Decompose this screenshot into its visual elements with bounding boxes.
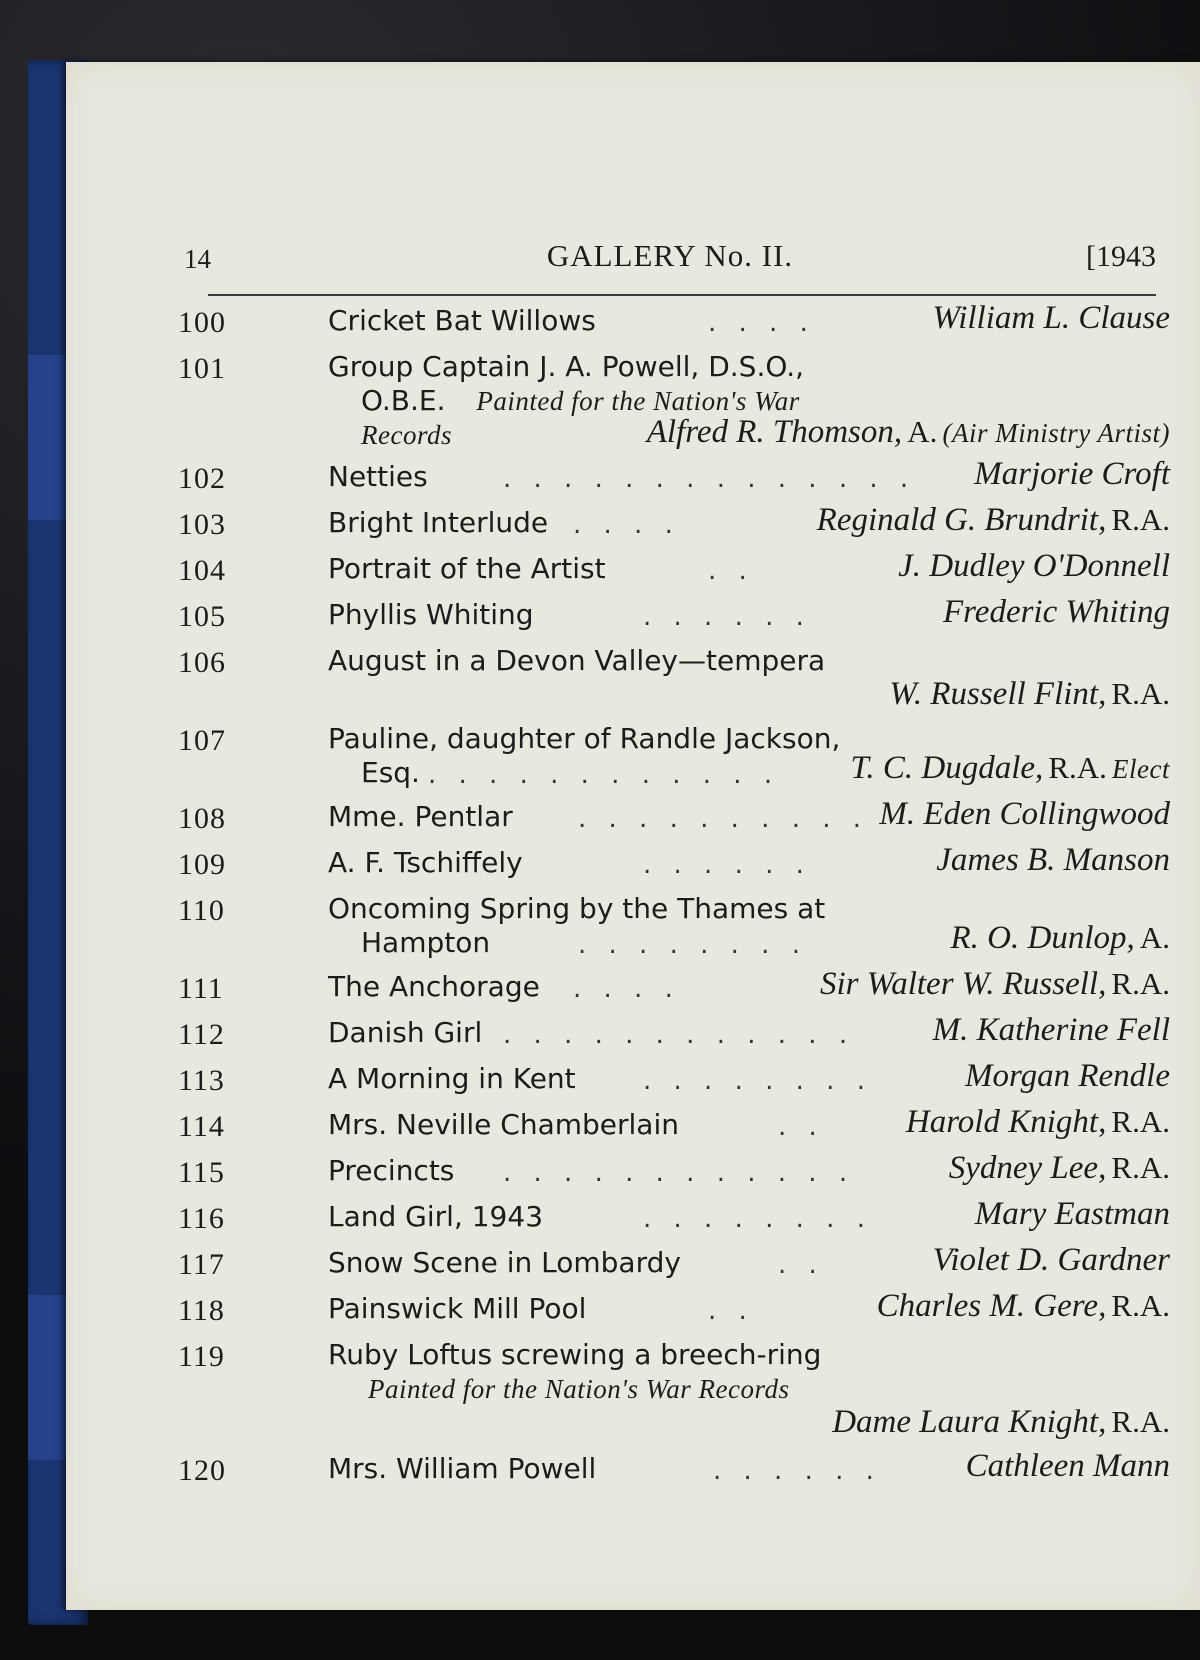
- entry-number: 107: [178, 724, 226, 757]
- entry-note: Painted for the Nation's War Records: [368, 1374, 790, 1404]
- entry-title: Netties: [328, 460, 428, 493]
- artist-distinction: R.A.: [1111, 1404, 1170, 1439]
- artist-note: (Air Ministry Artist): [942, 418, 1170, 448]
- entry-number: 102: [178, 462, 226, 495]
- catalogue-entry: [178, 1058, 1170, 1102]
- leader-dots: . .: [778, 1112, 824, 1142]
- catalogue-entry: [178, 1448, 1170, 1492]
- entry-number: 119: [178, 1340, 225, 1373]
- entry-number: 117: [178, 1248, 225, 1281]
- entry-artist: Charles M. Gere,: [876, 1288, 1107, 1324]
- entry-artist: Mary Eastman: [974, 1196, 1170, 1232]
- spine-band: [28, 355, 70, 520]
- entry-artist: T. C. Dugdale,: [850, 750, 1044, 786]
- entry-artist: William L. Clause: [932, 300, 1170, 336]
- entry-title: Phyllis Whiting: [328, 598, 534, 631]
- entry-number: 109: [178, 848, 226, 881]
- leader-dots: . .: [708, 1296, 754, 1326]
- leader-dots: . .: [778, 1250, 824, 1280]
- entry-number: 112: [178, 1018, 225, 1051]
- entry-title: Mme. Pentlar: [328, 800, 513, 833]
- catalogue-entry: [178, 842, 1170, 886]
- leader-dots: . .: [708, 556, 754, 586]
- artist-note: Elect: [1112, 754, 1170, 784]
- entry-title: Land Girl, 1943: [328, 1200, 544, 1233]
- leader-dots: . . . . . . . .: [643, 1066, 872, 1096]
- catalogue-entry: [178, 502, 1170, 546]
- artist-distinction: R.A.: [1111, 676, 1170, 711]
- catalogue-entry: [178, 640, 1170, 714]
- entry-number: 108: [178, 802, 226, 835]
- entry-title: Mrs. William Powell: [328, 1452, 597, 1485]
- entry-title-continued: O.B.E.: [361, 384, 446, 417]
- entry-title: A. F. Tschiffely: [328, 846, 523, 879]
- catalogue-entry: [178, 1012, 1170, 1056]
- entry-artist: Frederic Whiting: [943, 594, 1170, 630]
- entry-artist: Violet D. Gardner: [932, 1242, 1170, 1278]
- leader-dots: . . . .: [573, 974, 680, 1004]
- leader-dots: . . . . . . . . . . . .: [428, 760, 780, 790]
- catalogue-entry: [178, 1150, 1170, 1194]
- artist-distinction: A.: [1139, 920, 1170, 955]
- entry-title-continued: Esq.: [361, 756, 420, 789]
- entry-artist: Morgan Rendle: [965, 1058, 1170, 1094]
- entry-title: Pauline, daughter of Randle Jackson,: [328, 722, 841, 755]
- leader-dots: . . . . . .: [713, 1456, 881, 1486]
- leader-dots: . . . . . . . . . .: [578, 804, 869, 834]
- entry-artist: M. Katherine Fell: [932, 1012, 1170, 1048]
- catalogue-entry: [178, 548, 1170, 592]
- leader-dots: . . . .: [708, 308, 815, 338]
- catalogue-entry: [178, 594, 1170, 638]
- leader-dots: . . . . . .: [643, 602, 811, 632]
- entry-number: 115: [178, 1156, 225, 1189]
- entry-title: Danish Girl: [328, 1016, 483, 1049]
- entry-title: Oncoming Spring by the Thames at: [328, 892, 826, 925]
- leader-dots: . . . . . . . .: [578, 930, 807, 960]
- entry-artist: M. Eden Collingwood: [879, 796, 1170, 832]
- catalogue-entry: [178, 1334, 1170, 1446]
- spine-band: [28, 1295, 70, 1460]
- catalogue-entry: [178, 300, 1170, 344]
- leader-dots: . . . . . . . . . . . .: [503, 1158, 855, 1188]
- leader-dots: . . . . . . . . . . . . . .: [503, 464, 916, 494]
- entry-title: Bright Interlude: [328, 506, 549, 539]
- entry-title: Snow Scene in Lombardy: [328, 1246, 681, 1279]
- catalogue-entry: [178, 1104, 1170, 1148]
- entry-note: Painted for the Nation's War: [476, 386, 800, 416]
- catalogue-entry: [178, 718, 1170, 798]
- artist-distinction: R.A.: [1111, 1288, 1170, 1323]
- entry-title: Group Captain J. A. Powell, D.S.O.,: [328, 350, 805, 383]
- catalogue-entry: [178, 796, 1170, 840]
- artist-distinction: R.A.: [1111, 966, 1170, 1001]
- entry-number: 113: [178, 1064, 225, 1097]
- entry-title: Cricket Bat Willows: [328, 304, 596, 337]
- entry-number: 110: [178, 894, 225, 927]
- catalogue-page: [66, 62, 1200, 1610]
- entry-title: Precincts: [328, 1154, 455, 1187]
- entry-number: 106: [178, 646, 226, 679]
- entry-number: 104: [178, 554, 226, 587]
- entry-title: The Anchorage: [328, 970, 540, 1003]
- entry-number: 111: [178, 972, 224, 1005]
- leader-dots: . . . .: [573, 510, 680, 540]
- entry-artist: R. O. Dunlop,: [950, 920, 1135, 956]
- header-rule: [208, 294, 1156, 296]
- entry-artist: W. Russell Flint,: [889, 676, 1107, 712]
- entry-number: 105: [178, 600, 226, 633]
- leader-dots: . . . . . . . . . . . .: [503, 1020, 855, 1050]
- artist-distinction: R.A.: [1048, 750, 1107, 785]
- catalogue-entry: [178, 1196, 1170, 1240]
- leader-dots: . . . . . .: [643, 850, 811, 880]
- catalogue-year: [1943: [1086, 240, 1156, 273]
- entry-title: Ruby Loftus screwing a breech-ring: [328, 1338, 822, 1371]
- entry-artist: Dame Laura Knight,: [832, 1404, 1107, 1440]
- gallery-title: GALLERY No. II.: [546, 238, 794, 273]
- entry-number: 120: [178, 1454, 226, 1487]
- artist-distinction: R.A.: [1111, 1150, 1170, 1185]
- entry-artist: Sir Walter W. Russell,: [819, 966, 1107, 1002]
- entry-artist: Sydney Lee,: [948, 1150, 1107, 1186]
- page-header: [184, 174, 1156, 284]
- entry-number: 103: [178, 508, 226, 541]
- catalogue-entry: [178, 346, 1170, 456]
- artist-distinction: R.A.: [1111, 1104, 1170, 1139]
- leader-dots: . . . . . . . .: [643, 1204, 872, 1234]
- entry-title: August in a Devon Valley—tempera: [328, 644, 826, 677]
- entry-artist: Marjorie Croft: [974, 456, 1170, 492]
- entry-title-continued: Hampton: [361, 926, 491, 959]
- entry-artist: Alfred R. Thomson,: [646, 414, 903, 450]
- entry-artist: Reginald G. Brundrit,: [816, 502, 1107, 538]
- catalogue-entry: [178, 888, 1170, 968]
- catalogue-entry: [178, 1288, 1170, 1332]
- entry-title: Painswick Mill Pool: [328, 1292, 587, 1325]
- entry-number: 114: [178, 1110, 225, 1143]
- entry-number: 101: [178, 352, 226, 385]
- catalogue-entry: [178, 966, 1170, 1010]
- entry-artist: Cathleen Mann: [965, 1448, 1170, 1484]
- entry-number: 100: [178, 306, 226, 339]
- artist-distinction: R.A.: [1111, 502, 1170, 537]
- entry-title: Mrs. Neville Chamberlain: [328, 1108, 679, 1141]
- entry-artist: J. Dudley O'Donnell: [898, 548, 1170, 584]
- entry-artist: James B. Manson: [936, 842, 1170, 878]
- catalogue-entry: [178, 1242, 1170, 1286]
- entry-title: Portrait of the Artist: [328, 552, 606, 585]
- entry-number: 118: [178, 1294, 225, 1327]
- entry-number: 116: [178, 1202, 225, 1235]
- page-number: 14: [184, 244, 211, 274]
- entry-note-continued: Records: [361, 420, 452, 450]
- entry-title: A Morning in Kent: [328, 1062, 576, 1095]
- entry-artist: Harold Knight,: [905, 1104, 1107, 1140]
- catalogue-entry: [178, 456, 1170, 500]
- artist-distinction: A.: [907, 414, 938, 449]
